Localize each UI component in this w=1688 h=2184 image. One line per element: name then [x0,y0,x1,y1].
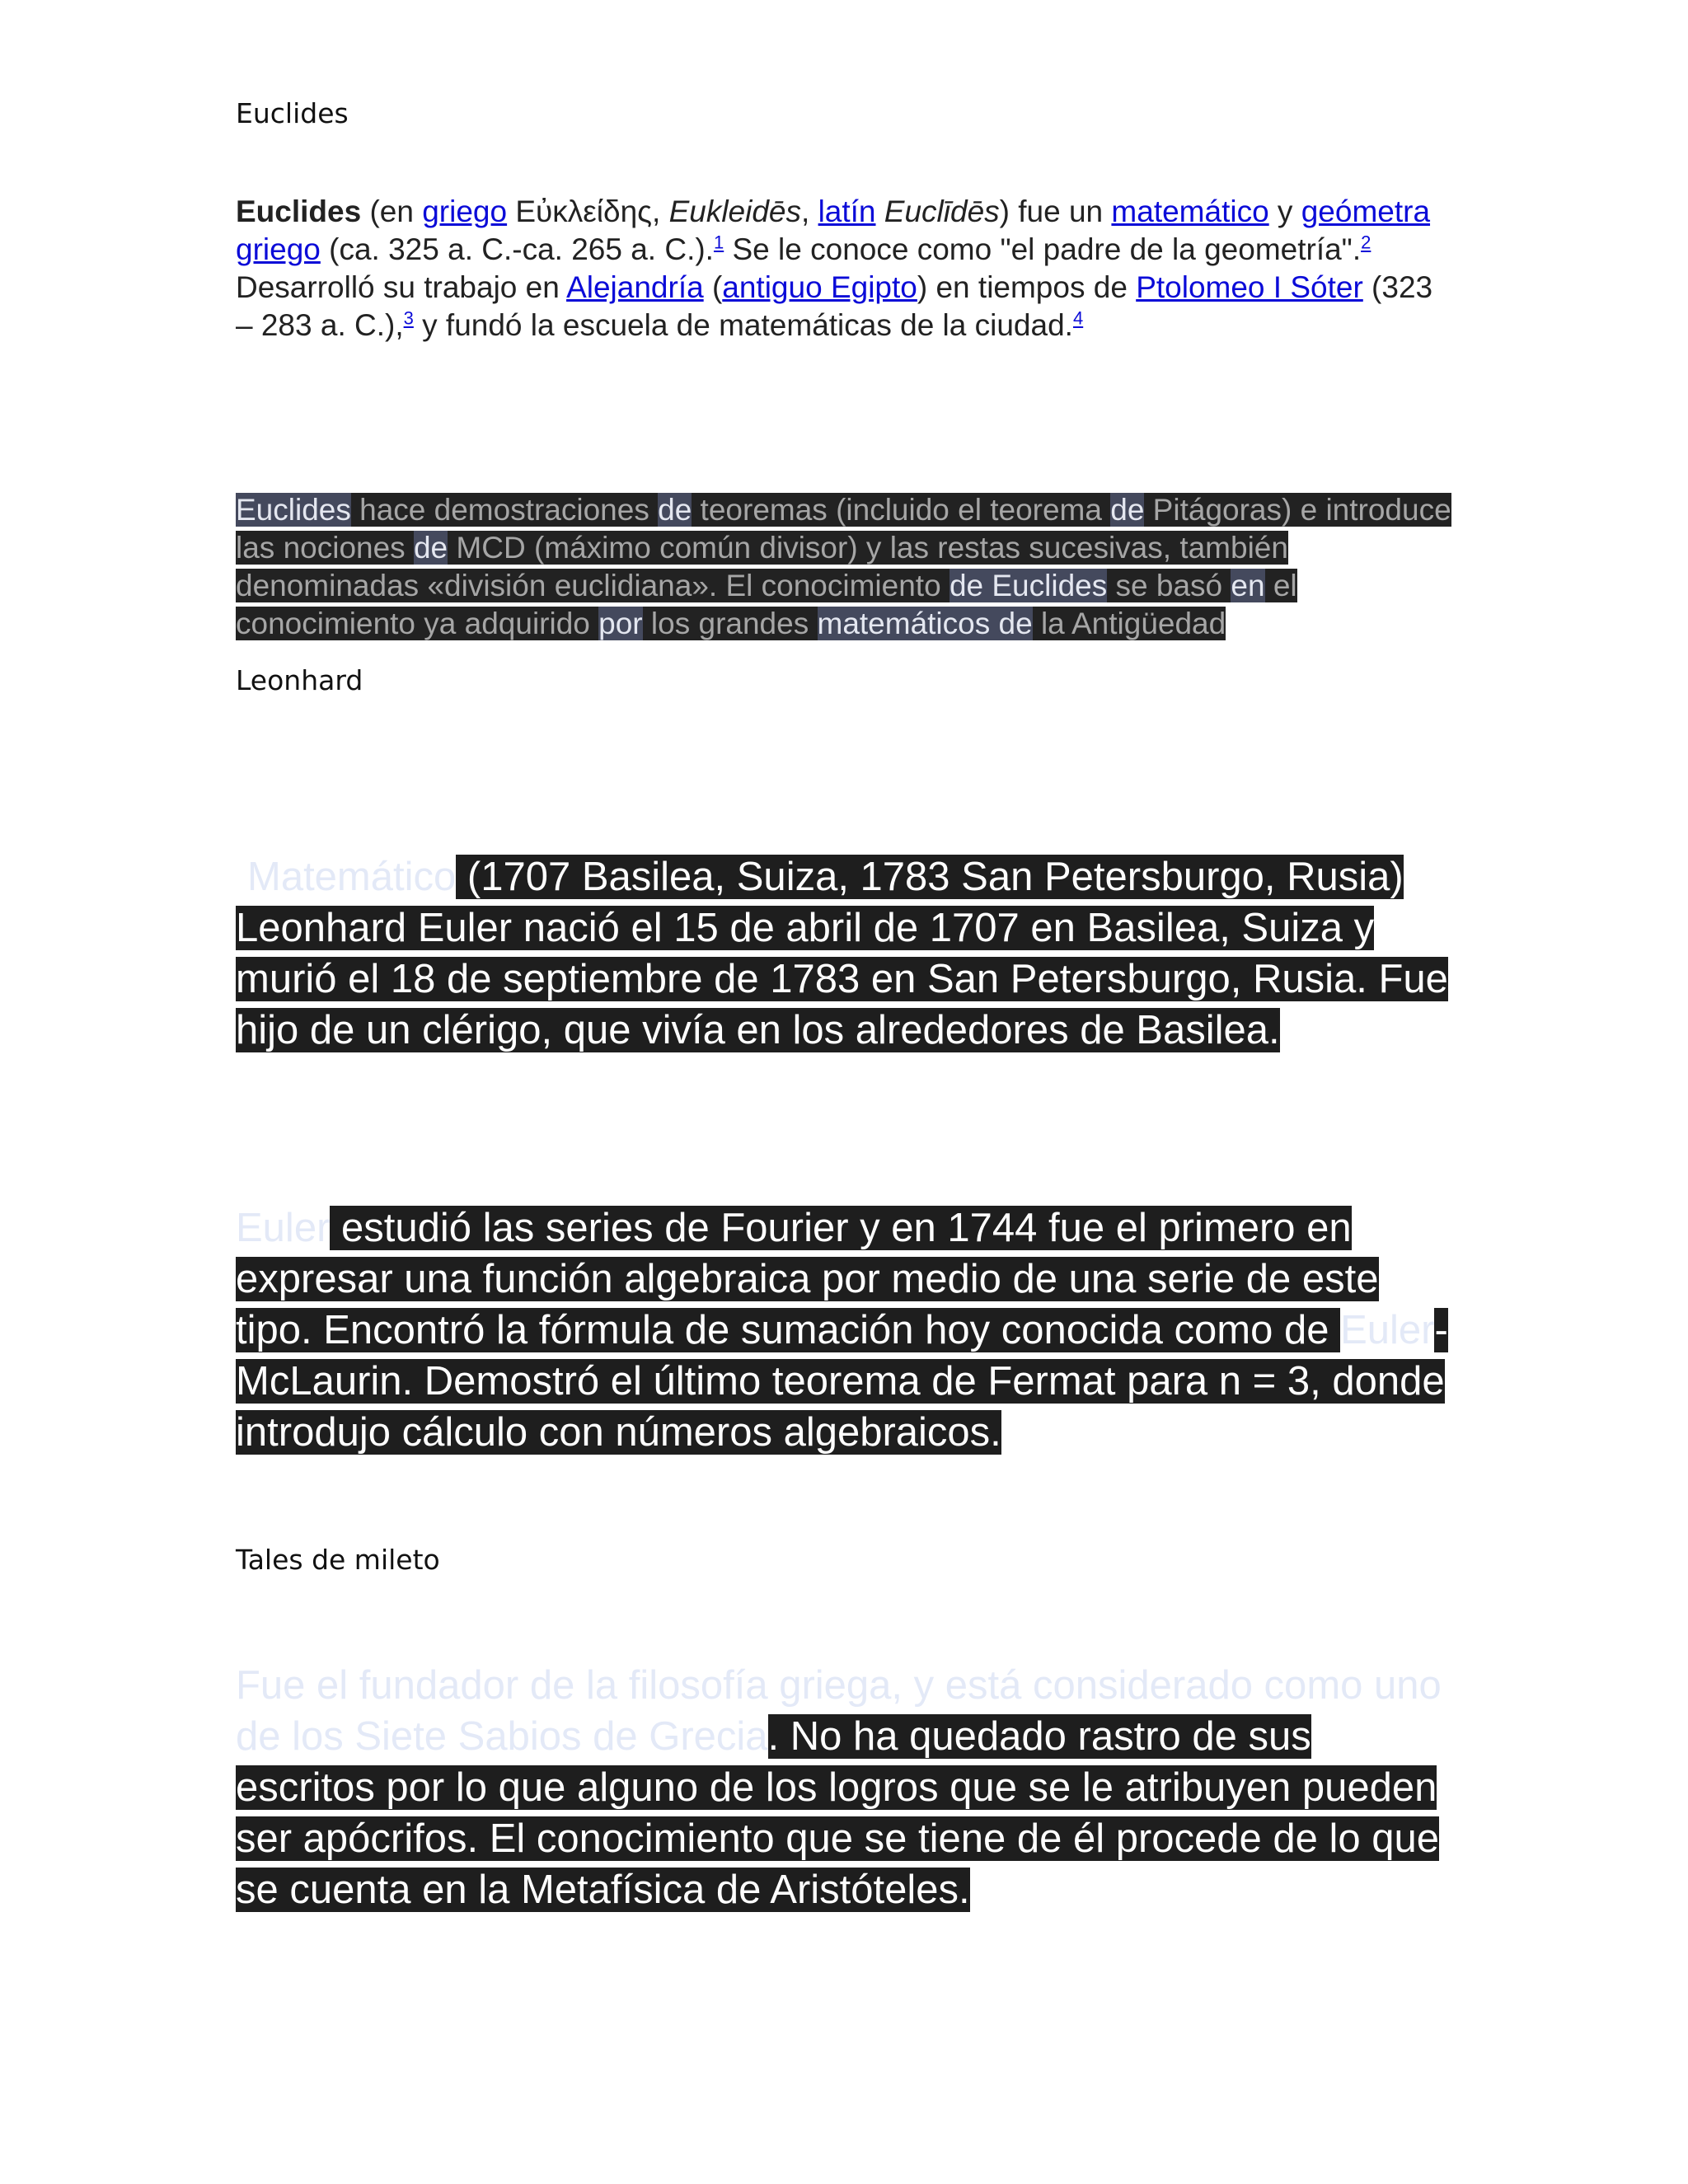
ref-2[interactable] [1361,232,1371,253]
text: y fundó la escuela de matemáticas de la ciudad. [413,308,1073,342]
text: la Antigüedad [1032,607,1226,640]
text: (en [361,194,423,228]
ref-link-3[interactable]: 3 [403,307,414,329]
text: Εὐκλείδης, [507,194,669,228]
heading-tales: Tales de mileto [236,1544,440,1576]
text: Se le conoce como "el padre de la geometría". [724,232,1362,266]
heading-euclides: Euclides [236,97,349,129]
paragraph-euler-series [236,1202,1456,1458]
text: ( [703,270,723,304]
text: ) fue un [999,194,1112,228]
text: Pitágoras) e introduce las nociones [236,493,1451,565]
highlight: de [413,531,448,565]
paragraph-euclides-demostraciones [236,491,1456,643]
highlight: Euclides [236,493,351,527]
text [876,194,884,228]
text: hace demostraciones [350,493,659,527]
link-griego-2[interactable]: griego [236,232,321,266]
highlighted-text: . No ha quedado rastro de sus escritos por lo que alguno de los logros que se le atribuyen pueden ser apócrifos. El conocimiento que se tiene de él procede de lo que se cuenta en la Metafísica de Aristóteles. [236,1714,1440,1912]
highlight: de [658,493,692,527]
link-geometra[interactable]: geómetra [1301,194,1431,228]
heading-leonhard: Leonhard [236,664,363,696]
faint-text: Euler [1340,1308,1435,1352]
bold-euclides: Euclides [236,194,362,228]
text: teoremas (incluido el teorema [692,493,1111,527]
ref-1[interactable] [714,232,724,253]
highlight: de [1110,493,1145,527]
highlighted-text: -McLaurin. Demostró el último teorema de Fermat para n = 3, donde introdujo cálculo con números algebraicos. [236,1308,1448,1455]
highlighted-block [236,493,1451,640]
highlight: matemáticos de [817,607,1033,640]
paragraph-euler-bio [236,851,1456,1056]
faint-text: Euler [236,1206,331,1250]
text: ) en tiempos de [917,270,1137,304]
link-griego[interactable]: griego [422,194,508,228]
text: Desarrolló su trabajo en [236,270,567,304]
text: (323 – 283 a. C.), [236,270,1433,342]
ref-4[interactable] [1073,308,1083,329]
highlight: en [1231,569,1265,602]
text: y [1268,194,1301,228]
text: MCD (máximo común divisor) y las restas sucesivas, también denominadas «división euclidiana». El conocimiento [236,531,1288,602]
paragraph-tales [236,1660,1456,1915]
ref-3[interactable] [404,308,414,329]
link-alejandria[interactable]: Alejandría [566,270,704,304]
ref-link-1[interactable]: 1 [713,232,724,253]
text: el conocimiento ya adquirido [236,569,1297,640]
text-euclides-latin: Euclīdēs [884,194,1000,228]
highlighted-text: (1707 Basilea, Suiza, 1783 San Petersburgo, Rusia) Leonhard Euler nació el 15 de abril de 1707 en Basilea, Suiza y murió el 18 de septiembre de 1783 en San Petersburgo, Rusia. Fue hijo de un clérigo, que vivía en los alrededores de Basilea. [236,855,1448,1052]
text-eukleides: Eukleidēs [668,194,802,228]
text: , [801,194,818,228]
ref-link-2[interactable]: 2 [1361,232,1372,253]
link-latin[interactable]: latín [818,194,876,228]
link-ptolomeo[interactable]: Ptolomeo I Sóter [1136,270,1363,304]
link-antiguo-egipto[interactable]: antiguo Egipto [722,270,917,304]
highlight: de Euclides [949,569,1108,602]
ref-link-4[interactable]: 4 [1072,307,1084,329]
link-matematico[interactable]: matemático [1111,194,1269,228]
text: se basó [1107,569,1231,602]
paragraph-euclides-intro [236,193,1456,344]
text: los grandes [642,607,818,640]
highlight: por [598,607,643,640]
faint-text: Fue el fundador de la filosofía griega, y está considerado como uno de los Siete Sabios de Grecia [236,1663,1442,1759]
faint-text: Matemático [247,855,457,899]
text: (ca. 325 a. C.-ca. 265 a. C.). [320,232,714,266]
highlighted-text: estudió las series de Fourier y en 1744 fue el primero en expresar una función algebraica por medio de una serie de este tipo. Encontró la fórmula de sumación hoy conocida como de [236,1206,1379,1352]
